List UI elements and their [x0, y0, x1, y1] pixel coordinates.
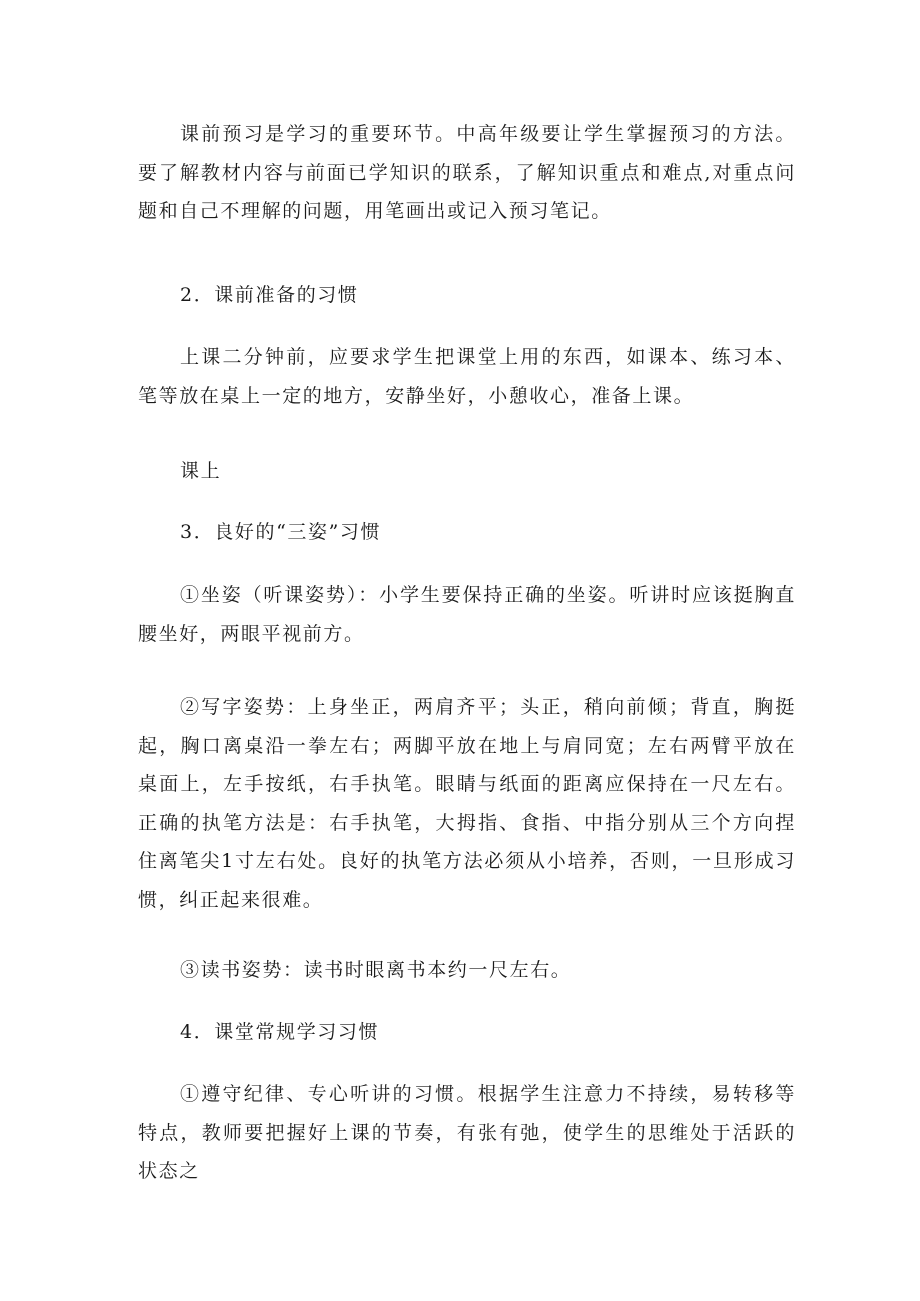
paragraph-writing-posture: ②写字姿势：上身坐正，两肩齐平；头正，稍向前倾；背直，胸挺起，胸口离桌沿一拳左右；两脚平放在地上与肩同宽；左右两臂平放在桌面上，左手按纸，右手执笔。眼睛与纸面的距离应保持在一尺左右。正确的执笔方法是：右手执笔，大拇指、食指、中指分别从三个方向捏住离笔尖1寸左右处。良好的执笔方法必须从小培养，否则，一旦形成习惯，纠正起来很难。	[138, 696, 796, 911]
heading-in-class: 课上	[180, 460, 222, 482]
paragraph-reading-posture: ③读书姿势：读书时眼离书本约一尺左右。	[180, 959, 572, 981]
paragraph-sitting-posture: ①坐姿（听课姿势）：小学生要保持正确的坐姿。听讲时应该挺胸直腰坐好，两眼平视前方。	[138, 584, 796, 645]
heading-three-postures: 3．良好的“三姿”习惯	[180, 521, 382, 543]
paragraph-pre-class-preparation: 上课二分钟前，应要求学生把课堂上用的东西，如课本、练习本、笔等放在桌上一定的地方，安静坐好，小憩收心，准备上课。	[138, 346, 796, 407]
paragraph-preview-method: 课前预习是学习的重要环节。中高年级要让学生掌握预习的方法。要了解教材内容与前面已学知识的联系，了解知识重点和难点,对重点问题和自己不理解的问题，用笔画出或记入预习笔记。	[138, 123, 796, 222]
heading-classroom-routine: 4．课堂常规学习习惯	[180, 1021, 380, 1043]
paragraph-discipline-attention: ①遵守纪律、专心听讲的习惯。根据学生注意力不持续，易转移等特点，教师要把握好上课的节奏，有张有弛，使学生的思维处于活跃的状态之	[138, 1083, 796, 1182]
heading-pre-class-preparation: 2．课前准备的习惯	[180, 284, 359, 306]
